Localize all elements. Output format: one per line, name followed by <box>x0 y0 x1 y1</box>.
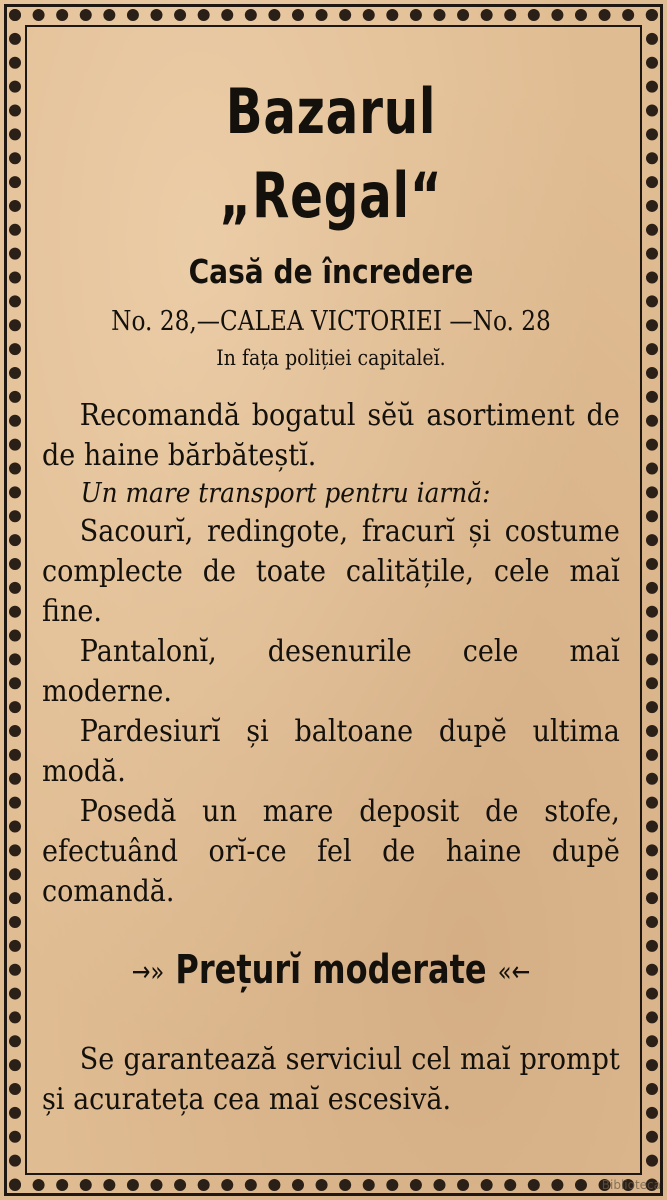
arrow-left-icon: «← <box>497 955 531 988</box>
closing-paragraph: Se garantează serviciul cel maĭ prompt și acurateța cea maĭ escesivă. <box>42 1042 620 1117</box>
transport-heading: Un mare transport pentru iarnă: <box>80 478 491 509</box>
advert-subtitle: Casă de încredere <box>188 252 474 291</box>
intro-paragraph: Recomandă bogatul sĕŭ asortiment de de haine bărbăteștĭ. <box>42 398 620 473</box>
shop-location: In fața poliției capitaleĭ. <box>216 346 446 370</box>
library-watermark: Biblioteca <box>601 1178 661 1192</box>
arrow-right-icon: →» <box>131 955 165 988</box>
paragraph-trousers: Pantalonĭ, desenurile cele maĭ moderne. <box>42 634 620 709</box>
paragraph-overcoats: Pardesiurĭ și baltoane dupĕ ultima modă. <box>42 714 620 789</box>
shop-address: No. 28,—CALEA VICTORIEI —No. 28 <box>111 306 551 337</box>
prices-label: Prețurĭ moderate <box>175 947 487 993</box>
prices-banner <box>100 942 562 1000</box>
paragraph-coats: Sacourĭ, redingote, fracurĭ și costume complecte de toate calitățile, cele maĭ fine. <box>42 514 620 629</box>
advert-title: Bazarul „Regal“ <box>219 75 443 232</box>
advert-content <box>42 70 620 1120</box>
paragraph-fabrics: Posedă un mare deposit de stofe, efectuând orĭ-ce fel de haine dupĕ comandă. <box>42 794 620 909</box>
